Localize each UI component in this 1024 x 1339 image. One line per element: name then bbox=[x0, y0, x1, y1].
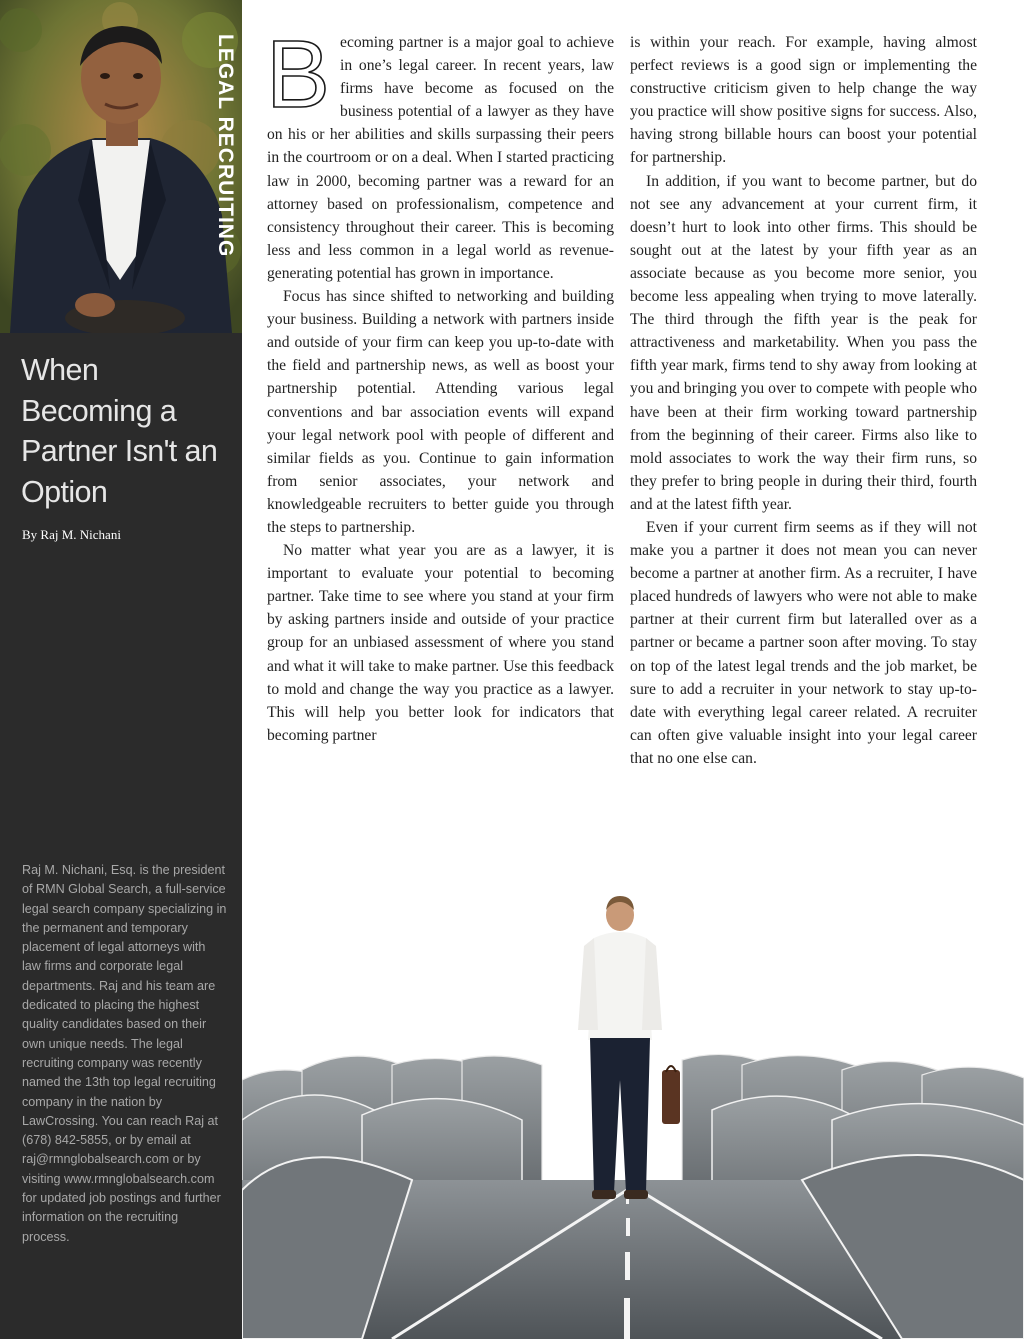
article-column-left bbox=[266, 21, 614, 747]
paragraph-text: ecoming partner is a major goal to achieve in one’s legal career. In recent years, law firms have become as focused on the business potential of a lawyer as they have on his or her abilities and skills surpassing their peers in the courtroom or on a deal. When I started practicing law in 2000, becoming partner was a reward for an attorney based on professionalism, competence and consistency throughout their career. This is becoming less and less common in a legal world as revenue-generating potential has grown in importance. bbox=[267, 34, 614, 282]
article-paragraph: No matter what year you are as a lawyer, it is important to evaluate your potential to becoming partner. Take time to see where you stand at your firm by asking partners inside and outside of your practice group for an unbiased assessment of where you stand and what it will take to make partner. Use this feedback to mold and change the way you practice as a lawyer. This will help you better look for indicators that becoming partner bbox=[267, 542, 614, 744]
byline: By Raj M. Nichani bbox=[22, 527, 121, 542]
drop-cap: B bbox=[266, 21, 331, 128]
author-bio: Raj M. Nichani, Esq. is the president of RMN Global Search, a full-service legal search company specializing in the permanent and temporary placement of legal attorneys with law firms and corporate legal departments. Raj and his team are dedicated to placing the highest quality candidates based on their own unique needs. The legal recruiting company was recently named the 13th top legal recruiting company in the nation by LawCrossing. You can reach Raj at (678) 842-5855, or by email at raj@rmnglobalsearch.com or by visiting www.rmnglobalsearch.com for updated job postings and further information on the recruiting process. bbox=[22, 863, 227, 1244]
article-paragraph: In addition, if you want to become partner, but do not see any advancement at your current firm, it doesn’t hurt to look into other firms. This should be sought out at the latest by your fifth year as an associate because as you become more senior, you become less appealing when trying to move laterally. The third through the fifth year is the peak for attractiveness and marketability. When you pass the fifth year mark, firms tend to shy away from looking at you and bringing you over to compete with people who have been at their firm working toward partnership from the beginning of their career. Firms also like to mold associates to work the way their firm runs, so they prefer to bring people in during their third, fourth and at the latest fifth year. bbox=[630, 172, 977, 513]
article-paragraph bbox=[266, 21, 614, 285]
roads-illustration bbox=[242, 880, 1024, 1339]
article-paragraph: is within your reach. For example, having almost perfect reviews is a good sign or implementing the constructive criticism given to help change the way you practice will show positive signs for success. Also, having strong billable hours can boost your potential for partnership. bbox=[630, 34, 977, 167]
sidebar bbox=[0, 0, 242, 1339]
article-column-right bbox=[630, 31, 977, 770]
author-photo bbox=[0, 0, 242, 333]
article-headline: When Becoming a Partner Isn't an Option bbox=[21, 353, 218, 509]
author-portrait-illustration bbox=[0, 0, 242, 333]
section-tag: LEGAL RECRUITING bbox=[214, 34, 237, 258]
article-paragraph: Focus has since shifted to networking and building your business. Building a network with partners inside and outside of your firm can keep you up-to-date with the field and partnership news, as well as boost your partnership potential. Attending various legal conventions and bar association events will expand your legal network pool with people of different and similar fields as you. Continue to gain information from senior associates, your network and knowledgeable recruiters to better guide you through the steps to partnership. bbox=[267, 288, 614, 536]
article-paragraph: Even if your current firm seems as if they will not make you a partner it does not mean you can never become a partner at another firm. As a recruiter, I have placed hundreds of lawyers who were not able to make partner at their current firm but lateralled over as a partner or became a partner soon after moving. To stay on top of the latest legal trends and the job market, be sure to add a recruiter in your network to stay up-to-date with everything legal career related. A recruiter can often give valuable insight into your legal career that no one else can. bbox=[630, 518, 977, 767]
roads-maze-image bbox=[242, 880, 1024, 1339]
